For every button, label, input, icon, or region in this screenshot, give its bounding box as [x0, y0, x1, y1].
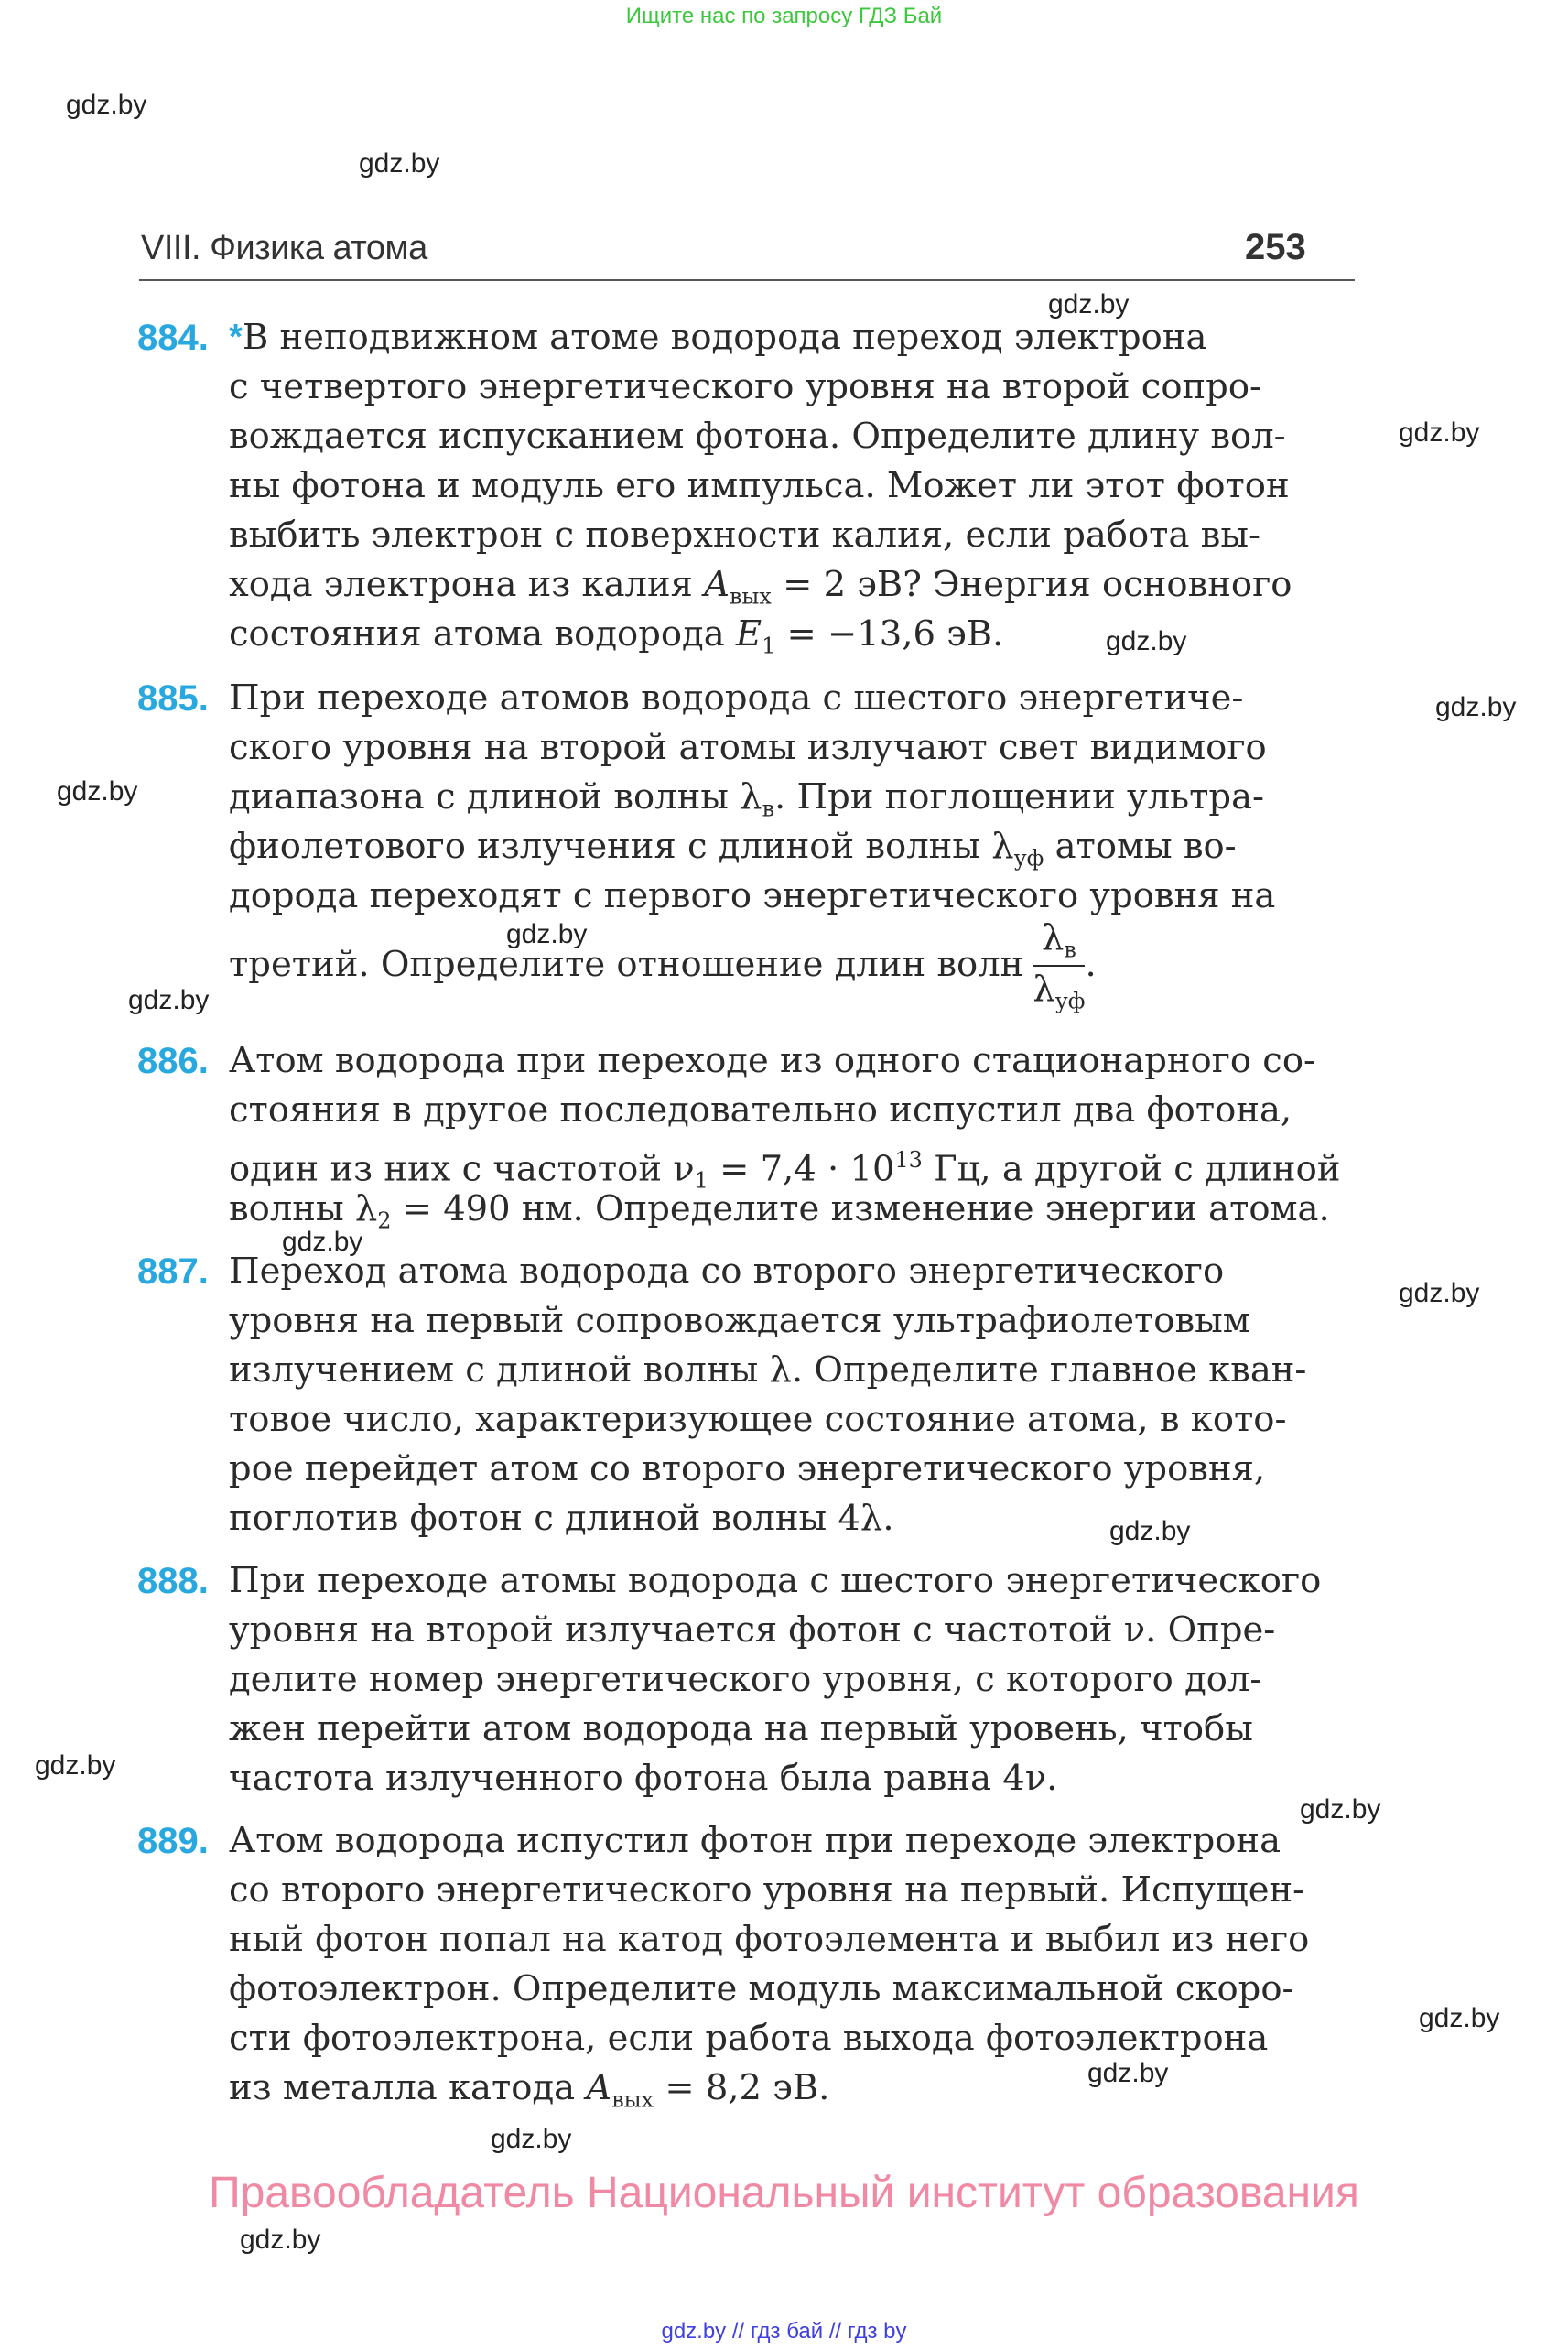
- problem-text: [229, 1556, 1355, 1803]
- text-run: Атом водорода испустил фотон при переходе электрона: [229, 1820, 1281, 1861]
- watermark: gdz.by: [1048, 289, 1130, 319]
- text-run: частота излученного фотона была равна 4ν.: [229, 1758, 1058, 1799]
- subscript: вых: [611, 2086, 654, 2113]
- text-run: сти фотоэлектрона, если работа выхода фотоэлектрона: [229, 2018, 1269, 2059]
- subscript: 1: [694, 1167, 708, 1194]
- problem-text: [229, 313, 1355, 659]
- text-run: В неподвижном атоме водорода переход электрона: [242, 317, 1207, 358]
- problem-number: 884.: [137, 318, 209, 358]
- text-run: = 490 нм. Определите изменение энергии атома.: [391, 1188, 1330, 1229]
- text-run: Гц, а другой с длиной: [922, 1148, 1341, 1190]
- text-line: [229, 872, 1355, 921]
- text-line: [229, 511, 1355, 560]
- watermark: gdz.by: [1435, 692, 1517, 722]
- text-run: Атом водорода при переходе из одного стационарного со-: [229, 1040, 1316, 1081]
- text-line: [229, 610, 1355, 659]
- text-run: с четвертого энергетического уровня на второй сопро-: [229, 366, 1262, 407]
- problem-number: 887.: [137, 1251, 209, 1292]
- text-line: [229, 1036, 1355, 1086]
- variable: A: [586, 2067, 612, 2108]
- text-run: λ: [1033, 969, 1055, 1011]
- watermark: gdz.by: [1109, 1516, 1191, 1546]
- text-line: [229, 1816, 1355, 1866]
- problem-text: [229, 1247, 1355, 1543]
- text-line: [229, 917, 1355, 1014]
- subscript: в: [762, 796, 775, 822]
- text-line: [229, 1866, 1355, 1915]
- text-run: дорода переходят с первого энергетического уровня на: [229, 875, 1276, 916]
- variable: A: [704, 564, 730, 605]
- watermark: gdz.by: [1106, 626, 1187, 656]
- text-line: [229, 2063, 1355, 2113]
- watermark: gdz.by: [1087, 2058, 1169, 2088]
- text-line: [229, 1705, 1355, 1754]
- subscript: вых: [730, 583, 772, 610]
- text-line: [229, 1606, 1355, 1655]
- header-divider: [139, 279, 1355, 281]
- text-line: [229, 1556, 1355, 1606]
- text-run: атомы во-: [1044, 826, 1237, 867]
- text-line: [229, 1965, 1355, 2014]
- text-line: [229, 1754, 1355, 1803]
- text-run: вождается испусканием фотона. Определите длину вол-: [229, 416, 1286, 457]
- text-run: один из них с частотой ν: [229, 1148, 695, 1190]
- top-search-note[interactable]: Ищите нас по запросу ГДЗ Бай: [625, 4, 943, 28]
- text-run: фотоэлектрон. Определите модуль максимальной скоро-: [229, 1968, 1294, 2009]
- text-run: ный фотон попал на катод фотоэлемента и выбил из него: [229, 1919, 1310, 1960]
- text-line: [229, 1086, 1355, 1135]
- text-run: уровня на первый сопровождается ультрафиолетовым: [229, 1300, 1250, 1341]
- watermark: gdz.by: [1399, 1278, 1480, 1308]
- problem-number: 885.: [137, 678, 209, 719]
- text-run: λ: [1041, 917, 1065, 958]
- text-run: = −13,6 эВ.: [775, 613, 1004, 655]
- subscript: 1: [762, 633, 776, 659]
- watermark: gdz.by: [240, 2225, 321, 2255]
- text-line: [229, 773, 1355, 822]
- text-line: [229, 560, 1355, 610]
- problem-text: [229, 1816, 1355, 2113]
- subscript: уф: [1013, 845, 1044, 872]
- text-run: При переходе атомов водорода с шестого энергетиче-: [229, 677, 1244, 719]
- text-run: Переход атома водорода со второго энергетического: [229, 1251, 1225, 1292]
- text-run: состояния атома водорода: [229, 613, 736, 655]
- text-run: ны фотона и модуль его импульса. Может ли этот фотон: [229, 465, 1290, 506]
- problem-number: 888.: [137, 1561, 209, 1601]
- watermark: gdz.by: [35, 1750, 116, 1781]
- watermark: gdz.by: [1419, 2003, 1500, 2033]
- text-run: поглотив фотон с длиной волны 4λ.: [229, 1498, 894, 1539]
- text-run: хода электрона из калия: [229, 564, 705, 605]
- text-run: = 7,4 · 10: [708, 1148, 895, 1190]
- text-line: [229, 412, 1355, 461]
- text-line: [229, 1185, 1355, 1234]
- text-run: фиолетового излучения с длиной волны λ: [229, 826, 1014, 867]
- text-line: [229, 1445, 1355, 1494]
- text-run: со второго энергетического уровня на первый. Испущен-: [229, 1869, 1305, 1911]
- text-run: делите номер энергетического уровня, с которого дол-: [229, 1659, 1262, 1700]
- problem-text: [229, 1036, 1355, 1234]
- asterisk-mark: *: [229, 318, 243, 357]
- watermark: gdz.by: [491, 2124, 572, 2154]
- watermark: gdz.by: [128, 985, 210, 1015]
- text-run: из металла катода: [229, 2067, 587, 2108]
- text-run: = 8,2 эВ.: [654, 2067, 830, 2108]
- text-line: [229, 2014, 1355, 2063]
- text-line: [229, 461, 1355, 511]
- text-line: [229, 1494, 1355, 1543]
- copyright-notice: Правообладатель Национальный институт образования: [209, 2169, 1359, 2217]
- text-run: = 2 эВ? Энергия основного: [771, 564, 1292, 605]
- text-run: рое перейдет атом со второго энергетического уровня,: [229, 1448, 1266, 1489]
- problem-text: [229, 674, 1355, 1014]
- text-line: [229, 1135, 1355, 1194]
- watermark: gdz.by: [282, 1227, 363, 1257]
- text-run: ского уровня на второй атомы излучают свет видимого: [229, 727, 1267, 768]
- text-line: [229, 1346, 1355, 1395]
- chapter-title: VIII. Физика атома: [141, 229, 427, 267]
- watermark: gdz.by: [66, 90, 147, 120]
- text-line: [229, 363, 1355, 412]
- watermark: gdz.by: [1399, 417, 1480, 448]
- text-line: [229, 674, 1355, 723]
- text-line: [229, 1247, 1355, 1296]
- subscript: 2: [377, 1207, 392, 1234]
- text-run: . При поглощении ультра-: [774, 776, 1265, 818]
- fraction-numerator: [1033, 917, 1085, 967]
- text-line: [229, 723, 1355, 773]
- superscript: 13: [894, 1147, 923, 1173]
- problem-number: 889.: [137, 1821, 209, 1861]
- fraction-denominator: [1033, 967, 1085, 1013]
- text-run: При переходе атомы водорода с шестого энергетического: [229, 1560, 1322, 1601]
- text-line: [229, 1395, 1355, 1445]
- text-run: жен перейти атом водорода на первый уровень, чтобы: [229, 1708, 1253, 1749]
- text-run: волны λ: [229, 1188, 378, 1229]
- text-run: стояния в другое последовательно испустил два фотона,: [229, 1089, 1292, 1131]
- subscript: в: [1064, 937, 1076, 963]
- text-line: [229, 313, 1355, 363]
- text-run: третий. Определите отношение длин волн: [229, 944, 1024, 986]
- text-run: выбить электрон с поверхности калия, если работа вы-: [229, 514, 1260, 556]
- text-run: диапазона с длиной волны λ: [229, 776, 762, 818]
- text-run: товое число, характеризующее состояние атома, в кото-: [229, 1399, 1287, 1440]
- text-run: уровня на второй излучается фотон с частотой ν. Опре-: [229, 1609, 1276, 1651]
- text-line: [229, 1915, 1355, 1965]
- footer-links[interactable]: gdz.by // гдз бай // гдз by: [661, 2319, 907, 2344]
- watermark: gdz.by: [57, 776, 138, 807]
- text-line: [229, 822, 1355, 872]
- watermark: gdz.by: [1300, 1794, 1381, 1825]
- variable: E: [735, 613, 762, 655]
- watermark: gdz.by: [359, 148, 440, 179]
- text-line: [229, 1296, 1355, 1346]
- watermark: gdz.by: [506, 919, 588, 949]
- text-line: [229, 1655, 1355, 1705]
- text-run: излучением с длиной волны λ. Определите главное кван-: [229, 1349, 1307, 1391]
- page-number: 253: [1245, 227, 1306, 267]
- problem-number: 886.: [137, 1041, 209, 1081]
- text-run: .: [1085, 944, 1097, 986]
- wavelength-ratio-fraction: [1033, 917, 1086, 1014]
- subscript: уф: [1054, 988, 1086, 1014]
